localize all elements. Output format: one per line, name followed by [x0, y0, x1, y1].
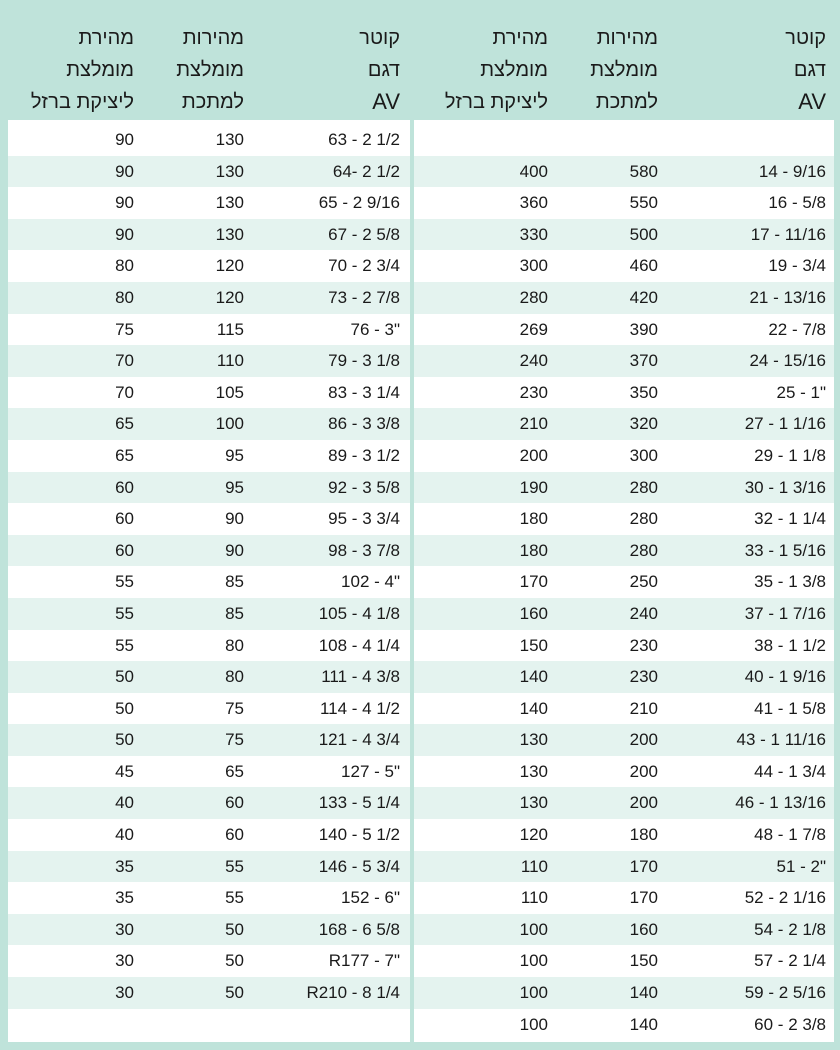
- table-row: [8, 598, 410, 630]
- cell-metal-speed: 280: [629, 540, 658, 560]
- cell-metal-speed: 130: [215, 224, 244, 244]
- header-iron-speed: מהירת מומלצת ליציקת ברזל: [30, 27, 134, 113]
- cell-iron-speed: 130: [519, 761, 548, 781]
- cell-iron-speed: 40: [115, 825, 134, 845]
- table-row: [8, 250, 410, 282]
- cell-metal-speed: 500: [629, 224, 658, 244]
- cell-metal-speed: 460: [629, 256, 658, 276]
- cell-metal-speed: 110: [216, 351, 244, 371]
- cell-iron-speed: 150: [519, 635, 548, 655]
- cell-metal-speed: 230: [629, 667, 658, 687]
- cell-metal-speed: 85: [225, 603, 244, 623]
- cell-iron-speed: 90: [115, 130, 134, 149]
- table-row: [8, 377, 410, 409]
- cell-diameter: 83 - 3 1/4: [328, 382, 400, 402]
- header-metal-speed: מהירות מומלצת למתכת: [590, 27, 658, 113]
- cell-metal-speed: 250: [629, 572, 658, 592]
- cell-diameter: 111 - 4 3/8: [321, 667, 400, 687]
- cell-diameter: 127 - 5": [341, 761, 400, 781]
- cell-diameter: 108 - 4 1/4: [318, 635, 400, 655]
- cell-metal-speed: 230: [629, 635, 658, 655]
- cell-diameter: 27 - 1 1/16: [744, 414, 826, 434]
- cell-diameter: 102 - 4": [341, 572, 400, 592]
- table-row: [414, 124, 834, 156]
- cell-metal-speed: 240: [629, 603, 658, 623]
- cell-iron-speed: 50: [115, 730, 134, 750]
- cell-iron-speed: 360: [519, 193, 548, 213]
- cell-diameter: 73 - 2 7/8: [328, 287, 400, 307]
- speed-table-left: [8, 20, 410, 1042]
- table-row: [414, 472, 834, 504]
- cell-metal-speed: 115: [216, 319, 244, 339]
- table-row: [8, 156, 410, 188]
- table-body-left: [8, 124, 410, 1009]
- cell-iron-speed: 160: [519, 603, 548, 623]
- cell-iron-speed: 200: [519, 445, 548, 465]
- cell-iron-speed: 40: [115, 793, 134, 813]
- cell-metal-speed: 200: [629, 761, 658, 781]
- header-iron-speed: מהירת מומלצת ליציקת ברזל: [444, 27, 548, 113]
- cell-iron-speed: 280: [519, 287, 548, 307]
- cell-diameter: 37 - 1 7/16: [744, 603, 826, 623]
- cell-diameter: 24 - 15/16: [749, 351, 826, 371]
- cell-diameter: R177 - 7": [328, 951, 400, 971]
- cell-metal-speed: 130: [215, 193, 244, 213]
- cell-diameter: 14 - 9/16: [758, 161, 826, 181]
- cell-diameter: 98 - 3 7/8: [328, 540, 400, 560]
- cell-metal-speed: 420: [629, 287, 658, 307]
- table-row: [8, 851, 410, 883]
- table-row: [414, 156, 834, 188]
- cell-metal-speed: 350: [629, 382, 658, 402]
- cell-metal-speed: 160: [629, 919, 658, 939]
- cell-diameter: 41 - 1 5/8: [754, 698, 826, 718]
- table-row: [8, 535, 410, 567]
- cell-diameter: 17 - 11/16: [750, 224, 826, 244]
- cell-diameter: 121 - 4 3/4: [318, 730, 400, 750]
- cell-metal-speed: 200: [629, 793, 658, 813]
- cell-metal-speed: 85: [225, 572, 244, 592]
- cell-iron-speed: 120: [519, 825, 548, 845]
- table-row: [414, 977, 834, 1009]
- cell-metal-speed: 280: [629, 509, 658, 529]
- cell-iron-speed: 100: [519, 1014, 548, 1034]
- cell-iron-speed: 35: [115, 856, 134, 876]
- cell-diameter: 33 - 1 5/16: [744, 540, 826, 560]
- cell-metal-speed: 280: [629, 477, 658, 497]
- cell-diameter: 70 - 2 3/4: [328, 256, 400, 276]
- table-row: [8, 661, 410, 693]
- table-row: [414, 566, 834, 598]
- cell-iron-speed: 70: [115, 351, 134, 371]
- table-row: [414, 503, 834, 535]
- cell-diameter: 114 - 4 1/2: [319, 698, 400, 718]
- cell-diameter: 30 - 1 3/16: [744, 477, 826, 497]
- cell-iron-speed: 400: [519, 161, 548, 181]
- cell-diameter: 16 - 5/8: [768, 193, 826, 213]
- cell-diameter: 29 - 1 1/8: [754, 445, 826, 465]
- cell-diameter: 86 - 3 3/8: [328, 414, 400, 434]
- cell-iron-speed: 60: [115, 540, 134, 560]
- cell-diameter: 63 - 2 1/2: [328, 130, 400, 149]
- cell-iron-speed: 30: [115, 983, 134, 1003]
- cell-diameter: 22 - 7/8: [768, 319, 826, 339]
- cell-diameter: 38 - 1 1/2: [754, 635, 826, 655]
- cell-iron-speed: 50: [115, 667, 134, 687]
- table-row: [8, 630, 410, 662]
- table-row: [414, 187, 834, 219]
- cell-diameter: 92 - 3 5/8: [328, 477, 400, 497]
- table-row: [414, 598, 834, 630]
- table-row: [8, 882, 410, 914]
- cell-iron-speed: 30: [115, 919, 134, 939]
- cell-iron-speed: 70: [115, 382, 134, 402]
- table-row: [414, 661, 834, 693]
- cell-iron-speed: 140: [519, 698, 548, 718]
- table-row: [414, 882, 834, 914]
- table-row: [414, 314, 834, 346]
- cell-iron-speed: 80: [115, 256, 134, 276]
- cell-diameter: 89 - 3 1/2: [328, 445, 400, 465]
- cell-iron-speed: 90: [115, 193, 134, 213]
- table-header: [414, 20, 834, 120]
- cell-metal-speed: 60: [225, 825, 244, 845]
- cell-iron-speed: 330: [519, 224, 548, 244]
- cell-iron-speed: 240: [519, 351, 548, 371]
- cell-diameter: 54 - 2 1/8: [754, 919, 826, 939]
- table-row: [414, 693, 834, 725]
- cell-diameter: 21 - 13/16: [749, 287, 826, 307]
- table-row: [414, 282, 834, 314]
- cell-diameter: 59 - 2 5/16: [744, 983, 826, 1003]
- table-row: [414, 250, 834, 282]
- cell-metal-speed: 65: [225, 761, 244, 781]
- cell-metal-speed: 550: [629, 193, 658, 213]
- table-row: [414, 756, 834, 788]
- table-header: [8, 20, 410, 120]
- table-row: [414, 1009, 834, 1041]
- cell-metal-speed: 580: [629, 161, 658, 181]
- cell-metal-speed: 140: [629, 983, 658, 1003]
- table-row: [8, 408, 410, 440]
- table-row: [8, 724, 410, 756]
- cell-diameter: R210 - 8 1/4: [306, 983, 400, 1003]
- cell-iron-speed: 55: [115, 603, 134, 623]
- table-row: [414, 535, 834, 567]
- cell-iron-speed: 55: [115, 635, 134, 655]
- table-row: [414, 630, 834, 662]
- cell-iron-speed: 65: [115, 414, 134, 434]
- cell-diameter: 168 - 6 5/8: [318, 919, 400, 939]
- cell-metal-speed: 80: [225, 667, 244, 687]
- cell-diameter: 65 - 2 9/16: [318, 193, 400, 213]
- cell-diameter: 40 - 1 9/16: [744, 667, 826, 687]
- cell-metal-speed: 95: [225, 477, 244, 497]
- cell-metal-speed: 50: [225, 983, 244, 1003]
- table-row: [8, 756, 410, 788]
- table-row: [8, 282, 410, 314]
- cell-iron-speed: 60: [115, 477, 134, 497]
- cell-metal-speed: 90: [225, 540, 244, 560]
- table-row: [8, 472, 410, 504]
- cell-diameter: 51 - 2": [776, 856, 826, 876]
- header-metal-speed: מהירות מומלצת למתכת: [176, 27, 244, 113]
- table-row: [8, 945, 410, 977]
- cell-iron-speed: 90: [115, 161, 134, 181]
- cell-iron-speed: 180: [519, 509, 548, 529]
- cell-iron-speed: 269: [519, 319, 548, 339]
- cell-diameter: 64- 2 1/2: [332, 161, 400, 181]
- cell-diameter: 46 - 1 13/16: [735, 793, 826, 813]
- cell-iron-speed: 230: [519, 382, 548, 402]
- table-row: [8, 787, 410, 819]
- cell-diameter: 105 - 4 1/8: [318, 603, 400, 623]
- cell-metal-speed: 50: [225, 919, 244, 939]
- table-row: [8, 977, 410, 1009]
- cell-diameter: 146 - 5 3/4: [318, 856, 400, 876]
- cell-iron-speed: 210: [519, 414, 548, 434]
- table-row: [414, 408, 834, 440]
- cell-iron-speed: 90: [115, 224, 134, 244]
- table-row: [8, 819, 410, 851]
- cell-iron-speed: 140: [519, 667, 548, 687]
- cell-metal-speed: 95: [225, 445, 244, 465]
- cell-metal-speed: 75: [225, 698, 244, 718]
- table-row: [414, 440, 834, 472]
- cell-iron-speed: 30: [115, 951, 134, 971]
- cell-metal-speed: 55: [225, 888, 244, 908]
- cell-iron-speed: 190: [519, 477, 548, 497]
- cell-iron-speed: 60: [115, 509, 134, 529]
- table-row: [414, 819, 834, 851]
- cell-diameter: 67 - 2 5/8: [328, 224, 400, 244]
- cell-diameter: 57 - 2 1/4: [754, 951, 826, 971]
- table-body-right: [414, 124, 834, 1040]
- table-row: [8, 314, 410, 346]
- cell-metal-speed: 180: [629, 825, 658, 845]
- cell-metal-speed: 210: [629, 698, 658, 718]
- cell-iron-speed: 80: [115, 287, 134, 307]
- cell-metal-speed: 50: [225, 951, 244, 971]
- cell-diameter: 76 - 3": [350, 319, 400, 339]
- table-row: [8, 345, 410, 377]
- cell-metal-speed: 90: [225, 509, 244, 529]
- cell-metal-speed: 105: [215, 382, 244, 402]
- cell-diameter: 95 - 3 3/4: [328, 509, 400, 529]
- table-row: [8, 440, 410, 472]
- cell-iron-speed: 110: [520, 856, 548, 876]
- table-row: [8, 124, 410, 156]
- header-diameter: קוטר דגם AV: [359, 27, 400, 114]
- cell-diameter: 152 - 6": [341, 888, 400, 908]
- table-row: [8, 503, 410, 535]
- cell-metal-speed: 170: [629, 888, 658, 908]
- cell-metal-speed: 100: [215, 414, 244, 434]
- cell-iron-speed: 45: [115, 761, 134, 781]
- table-row: [414, 914, 834, 946]
- cell-metal-speed: 120: [215, 256, 244, 276]
- cell-diameter: 43 - 1 11/16: [736, 730, 826, 750]
- cell-diameter: 52 - 2 1/16: [744, 888, 826, 908]
- cell-metal-speed: 120: [215, 287, 244, 307]
- cell-metal-speed: 140: [629, 1014, 658, 1034]
- cell-metal-speed: 75: [225, 730, 244, 750]
- cell-iron-speed: 75: [115, 319, 134, 339]
- cell-metal-speed: 55: [225, 856, 244, 876]
- cell-metal-speed: 200: [629, 730, 658, 750]
- table-row: [8, 914, 410, 946]
- table-row: [414, 945, 834, 977]
- table-row: [8, 566, 410, 598]
- cell-metal-speed: 60: [225, 793, 244, 813]
- table-row: [414, 851, 834, 883]
- cell-iron-speed: 50: [115, 698, 134, 718]
- table-row: [8, 693, 410, 725]
- cell-metal-speed: 370: [629, 351, 658, 371]
- header-diameter: קוטר דגם AV: [785, 27, 826, 114]
- speed-table-right: [414, 20, 834, 1042]
- cell-diameter: 79 - 3 1/8: [328, 351, 400, 371]
- cell-metal-speed: 170: [629, 856, 658, 876]
- cell-iron-speed: 170: [519, 572, 548, 592]
- cell-iron-speed: 100: [519, 951, 548, 971]
- table-row: [414, 787, 834, 819]
- cell-metal-speed: 130: [215, 130, 244, 149]
- cell-iron-speed: 55: [115, 572, 134, 592]
- cell-diameter: 60 - 2 3/8: [754, 1014, 826, 1034]
- cell-iron-speed: 180: [519, 540, 548, 560]
- cell-diameter: 32 - 1 1/4: [754, 509, 826, 529]
- cell-iron-speed: 35: [115, 888, 134, 908]
- table-row: [414, 345, 834, 377]
- cell-diameter: 35 - 1 3/8: [754, 572, 826, 592]
- table-row: [8, 219, 410, 251]
- cell-iron-speed: 130: [519, 730, 548, 750]
- table-row: [414, 377, 834, 409]
- cell-metal-speed: 130: [215, 161, 244, 181]
- cell-metal-speed: 300: [629, 445, 658, 465]
- cell-iron-speed: 300: [519, 256, 548, 276]
- table-row: [414, 219, 834, 251]
- table-row: [8, 187, 410, 219]
- cell-iron-speed: 100: [519, 919, 548, 939]
- cell-metal-speed: 390: [629, 319, 658, 339]
- cell-iron-speed: 110: [520, 888, 548, 908]
- cell-metal-speed: 150: [629, 951, 658, 971]
- cell-metal-speed: 80: [225, 635, 244, 655]
- cell-diameter: 48 - 1 7/8: [754, 825, 826, 845]
- cell-iron-speed: 130: [519, 793, 548, 813]
- table-row: [414, 724, 834, 756]
- cell-diameter: 44 - 1 3/4: [754, 761, 826, 781]
- cell-diameter: 140 - 5 1/2: [318, 825, 400, 845]
- cell-metal-speed: 320: [629, 414, 658, 434]
- cell-iron-speed: 65: [115, 445, 134, 465]
- cell-iron-speed: 100: [519, 983, 548, 1003]
- cell-diameter: 25 - 1": [776, 382, 826, 402]
- cell-diameter: 133 - 5 1/4: [318, 793, 400, 813]
- cell-diameter: 19 - 3/4: [768, 256, 826, 276]
